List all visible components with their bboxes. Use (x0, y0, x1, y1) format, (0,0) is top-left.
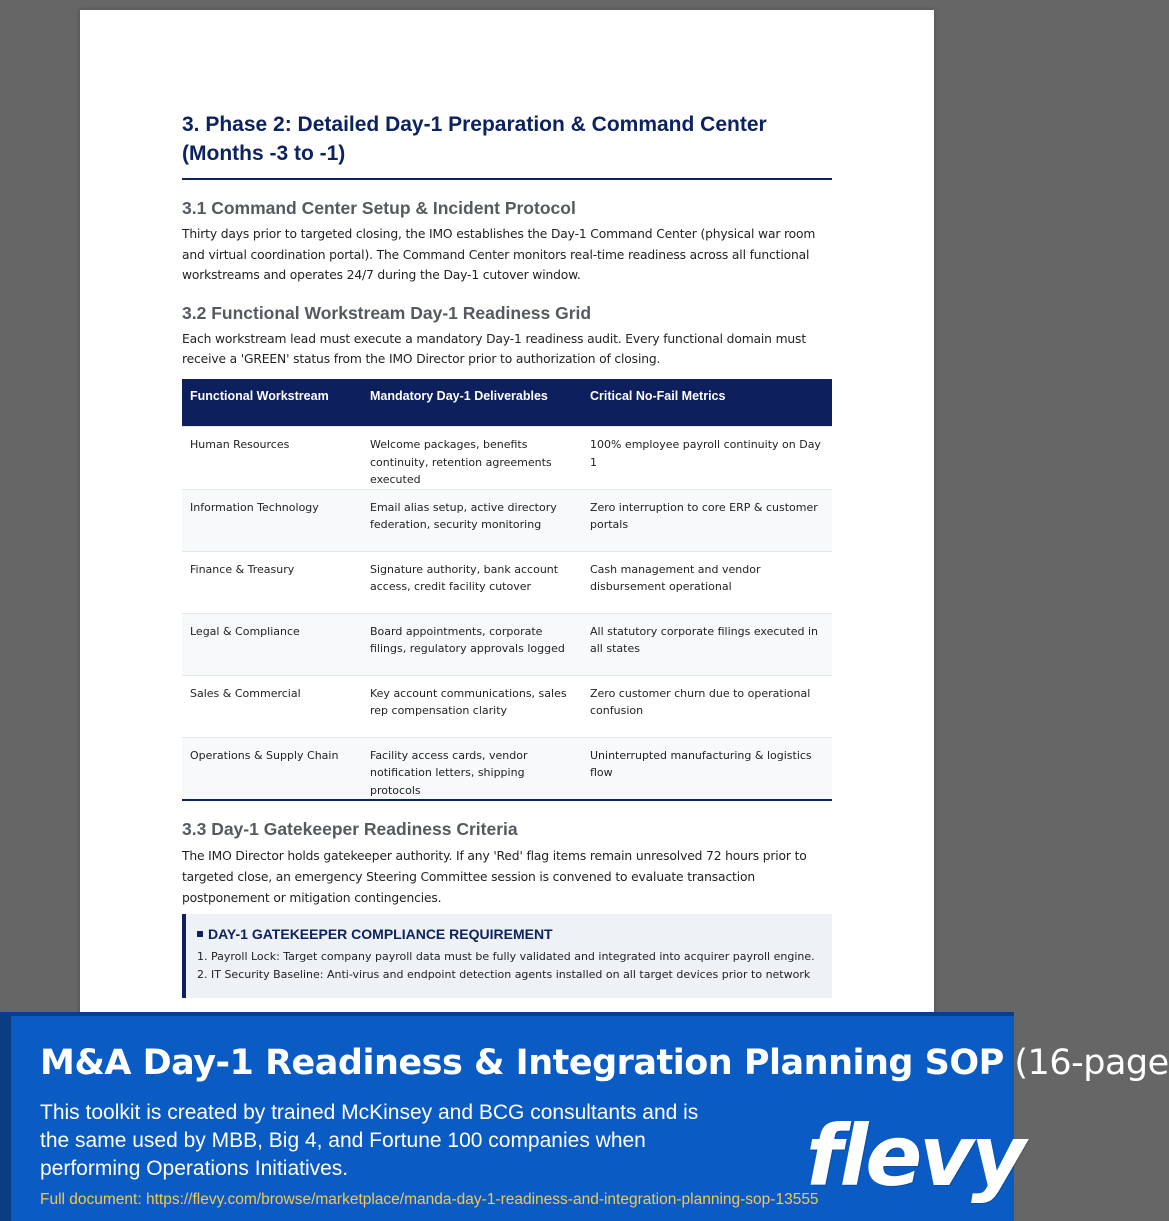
document-page (80, 10, 934, 1030)
section-3-1 (182, 197, 832, 286)
table-cell: All statutory corporate filings executed in all states (582, 613, 832, 675)
banner-stripe (0, 1016, 11, 1221)
table-cell: Uninterrupted manufacturing & logistics flow (582, 737, 832, 800)
column-header-deliverables: Mandatory Day-1 Deliverables (362, 379, 582, 427)
section-3-3 (182, 818, 832, 908)
page-content (182, 110, 832, 998)
callout-title (197, 926, 822, 942)
section-3-3-body: The IMO Director holds gatekeeper authority. If any 'Red' flag items remain unresolved 72 hours prior to targeted close, an emergency Steering Committee session is convened to evaluate transaction postponement or mitigation contingencies. (182, 849, 807, 905)
promo-banner (0, 1012, 1169, 1221)
table-cell: Human Resources (182, 427, 362, 490)
table-cell: 100% employee payroll continuity on Day 1 (582, 427, 832, 490)
readiness-grid-table (182, 379, 832, 802)
column-header-workstream: Functional Workstream (182, 379, 362, 427)
section-title: 3. Phase 2: Detailed Day-1 Preparation & Command Center (Months -3 to -1) (182, 110, 832, 180)
table-row (182, 737, 832, 800)
banner-title (40, 1043, 1169, 1083)
full-document-link[interactable]: Full document: https://flevy.com/browse/marketplace/manda-day-1-readiness-and-integration-planning-sop-13555 (40, 1191, 819, 1208)
flevy-logo[interactable]: flevy (806, 1107, 1023, 1205)
section-3-2 (182, 302, 832, 370)
compliance-callout (182, 914, 832, 998)
callout-item: 2. IT Security Baseline: Anti-virus and endpoint detection agents installed on all target devices prior to network (197, 968, 811, 982)
table-cell: Email alias setup, active directory federation, security monitoring (362, 489, 582, 551)
section-3-3-heading: 3.3 Day-1 Gatekeeper Readiness Criteria (182, 819, 518, 840)
banner-description: This toolkit is created by trained McKinsey and BCG consultants and is the same used by MBB, Big 4, and Fortune 100 companies when performing Operations Initiatives. (40, 1101, 699, 1180)
table-row (182, 427, 832, 490)
square-bullet-icon (197, 931, 203, 937)
section-3-1-heading: 3.1 Command Center Setup & Incident Protocol (182, 198, 576, 218)
column-header-metrics: Critical No-Fail Metrics (582, 379, 832, 427)
table-cell: Finance & Treasury (182, 551, 362, 613)
callout-item: 1. Payroll Lock: Target company payroll data must be fully validated and integrated into acquirer payroll engine. (197, 950, 815, 964)
table-cell: Legal & Compliance (182, 613, 362, 675)
banner-title-main: M&A Day-1 Readiness & Integration Planning SOP (40, 1043, 1004, 1083)
table-cell: Welcome packages, benefits continuity, retention agreements executed (362, 427, 582, 490)
section-3-2-heading: 3.2 Functional Workstream Day-1 Readiness Grid (182, 302, 592, 323)
table-cell: Zero customer churn due to operational confusion (582, 675, 832, 737)
table-cell: Operations & Supply Chain (182, 737, 362, 800)
table-cell: Board appointments, corporate filings, regulatory approvals logged (362, 613, 582, 675)
table-cell: Sales & Commercial (182, 675, 362, 737)
table-cell: Facility access cards, vendor notification letters, shipping protocols (362, 737, 582, 800)
table-row (182, 675, 832, 737)
table-cell: Information Technology (182, 489, 362, 551)
table-cell: Key account communications, sales rep compensation clarity (362, 675, 582, 737)
table-header-row (182, 379, 832, 427)
banner-title-pages: (16-page (1014, 1043, 1169, 1083)
table-cell: Cash management and vendor disbursement operational (582, 551, 832, 613)
callout-title-text: DAY-1 GATEKEEPER COMPLIANCE REQUIREMENT (208, 926, 553, 943)
section-3-2-body: Each workstream lead must execute a mandatory Day-1 readiness audit. Every functional domain must receive a 'GREEN' status from the IMO Director prior to authorization of closing. (182, 331, 806, 367)
section-3-1-body: Thirty days prior to targeted closing, the IMO establishes the Day-1 Command Center (physical war room and virtual coordination portal). The Command Center monitors real-time readiness across all functional workstreams and operates 24/7 during the Day-1 cutover window. (182, 227, 816, 283)
table-row (182, 489, 832, 551)
table-row (182, 613, 832, 675)
table-cell: Zero interruption to core ERP & customer portals (582, 489, 832, 551)
table-row (182, 551, 832, 613)
table-cell: Signature authority, bank account access, credit facility cutover (362, 551, 582, 613)
